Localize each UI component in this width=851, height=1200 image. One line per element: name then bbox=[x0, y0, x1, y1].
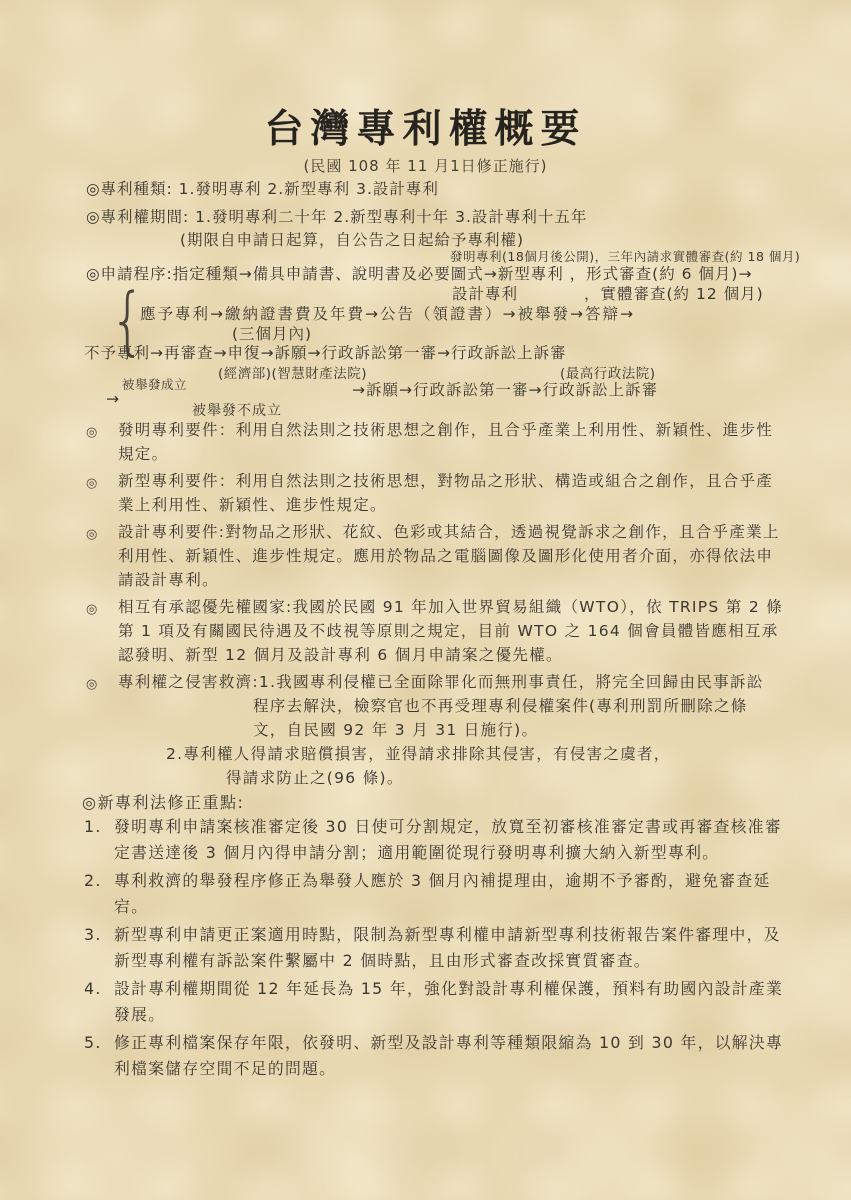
agency-note-right: (最高行政法院) bbox=[560, 366, 656, 382]
amendment-number: 1. bbox=[84, 817, 102, 836]
amendment-number: 5. bbox=[84, 1033, 102, 1052]
amendment-item-2 bbox=[84, 868, 792, 919]
bullet-icon: ◎ bbox=[86, 425, 99, 440]
bullet-priority-countries bbox=[84, 595, 786, 667]
remedy-line-5: 得請求防止之(96 條)。 bbox=[226, 769, 404, 787]
patent-term-note: (期限自申請日起算，自公告之日起給予專利權) bbox=[180, 231, 525, 249]
patent-types-line: ◎專利種類: 1.發明專利 2.新型專利 3.設計專利 bbox=[86, 180, 439, 198]
flow-brace: { bbox=[110, 278, 146, 364]
remedy-line-4: 2.專利權人得請求賠償損害，並得請求排除其侵害，有侵害之虞者， bbox=[166, 745, 671, 763]
remedy-line-3: 文，自民國 92 年 3 月 31 日施行)。 bbox=[253, 721, 539, 739]
grant-flow-path: 應予專利→繳納證書費及年費→公告（領證書）→被舉發→答辯→ bbox=[140, 305, 635, 323]
amendments-list bbox=[84, 814, 792, 1084]
amendment-text: 新型專利申請更正案適用時點，限制為新型專利權申請新型專利技術報告案件審理中，及新型專利權有訴訟案件繫屬中 2 個時點，且由形式審查改採實質審查。 bbox=[114, 925, 781, 970]
bullet-icon: ◎ bbox=[86, 527, 99, 542]
page-subtitle: (民國 108 年 11 月1日修正施行) bbox=[303, 157, 548, 175]
bullet-text: 設計專利要件:對物品之形狀、花紋、色彩或其結合，透過視覺訴求之創作，且合乎產業上利用性、新穎性、進步性規定。應用於物品之電腦圖像及圖形化使用者介面，亦得依法申請設計專利。 bbox=[118, 523, 780, 589]
invention-publication-note: 發明專利(18個月後公開)，三年內請求實體審查(約 18 個月) bbox=[450, 249, 801, 264]
amendment-number: 4. bbox=[84, 979, 102, 998]
requirements-section bbox=[84, 418, 786, 793]
amendment-item-3 bbox=[84, 922, 792, 973]
amendment-item-1 bbox=[84, 814, 792, 865]
amendment-number: 3. bbox=[84, 925, 102, 944]
remedy-line-1: 專利權之侵害救濟:1.我國專利侵權已全面除罪化而無刑事責任，將完全回歸由民事訴訟 bbox=[118, 673, 764, 691]
bullet-icon: ◎ bbox=[86, 476, 99, 491]
bullet-infringement-remedy bbox=[84, 670, 786, 790]
amendment-text: 發明專利申請案核准審定後 30 日使可分割規定，放寬至初審核准審定書或再審查核准審定書送達後 3 個月內得申請分割；適用範圍從現行發明專利擴大納入新型專利。 bbox=[114, 817, 782, 862]
amendment-item-4 bbox=[84, 976, 792, 1027]
revocation-fail-label: 被舉發不成立 bbox=[192, 403, 282, 419]
application-procedure-line: ◎申請程序:指定種類→備具申請書、說明書及必要圖式→新型專利 ，形式審查(約 6 個月)→ bbox=[86, 265, 753, 283]
remedy-line-2: 程序去解決，檢察官也不再受理專利侵權案件(專利刑罰所刪除之條 bbox=[253, 697, 748, 715]
amendment-text: 專利救濟的舉發程序修正為舉發人應於 3 個月內補提理由，逾期不予審酌，避免審查延宕。 bbox=[114, 871, 771, 916]
amendment-text: 修正專利檔案保存年限，依發明、新型及設計專利等種類限縮為 10 到 30 年，以解決專利檔案儲存空間不足的問題。 bbox=[114, 1033, 784, 1078]
bullet-icon: ◎ bbox=[86, 677, 99, 692]
agency-note-left: (經濟部)(智慧財產法院) bbox=[218, 366, 368, 382]
patent-term-line: ◎專利權期間: 1.發明專利二十年 2.新型專利十年 3.設計專利十五年 bbox=[86, 208, 588, 226]
revocation-arrow: → bbox=[106, 390, 120, 408]
bullet-invention-requirements bbox=[84, 418, 786, 466]
revocation-success-label: 被舉發成立 bbox=[122, 377, 188, 392]
bullet-text: 發明專利要件：利用自然法則之技術思想之創作，且合乎產業上利用性、新穎性、進步性規定。 bbox=[118, 421, 774, 463]
bullet-icon: ◎ bbox=[86, 602, 99, 617]
amendments-heading: ◎新專利法修正重點: bbox=[82, 793, 245, 812]
page-title: 台灣專利權概要 bbox=[264, 107, 587, 152]
bullet-design-requirements bbox=[84, 520, 786, 592]
reject-flow-path: 不予專利→再審查→申復→訴願→行政訴訟第一審→行政訴訟上訴審 bbox=[84, 344, 567, 362]
amendment-number: 2. bbox=[84, 871, 102, 890]
bullet-text: 相互有承認優先權國家:我國於民國 91 年加入世界貿易組織（WTO），依 TRIPS 第 2 條第 1 項及有關國民待遇及不歧視等原則之規定，目前 WTO 之 164 個會員體皆應相互承認發明、新型 12 個月及設計專利 6 個月申請案之優先權。 bbox=[118, 598, 784, 664]
amendment-item-5 bbox=[84, 1030, 792, 1081]
procedure-design-branch: 設計專利 bbox=[452, 285, 519, 303]
revocation-appeal-path: →訴願→行政訴訟第一審→行政訴訟上訴審 bbox=[352, 381, 658, 399]
amendment-text: 設計專利權期間從 12 年延長為 15 年，強化對設計專利權保護，預料有助國內設計產業發展。 bbox=[114, 979, 784, 1024]
bullet-text: 新型專利要件：利用自然法則之技術思想，對物品之形狀、構造或組合之創作，且合乎產業上利用性、新穎性、進步性規定。 bbox=[118, 472, 774, 514]
grant-flow-note: (三個月內) bbox=[232, 325, 313, 343]
procedure-design-review: ，實體審查(約 12 個月) bbox=[584, 285, 764, 303]
bullet-utility-model-requirements bbox=[84, 469, 786, 517]
